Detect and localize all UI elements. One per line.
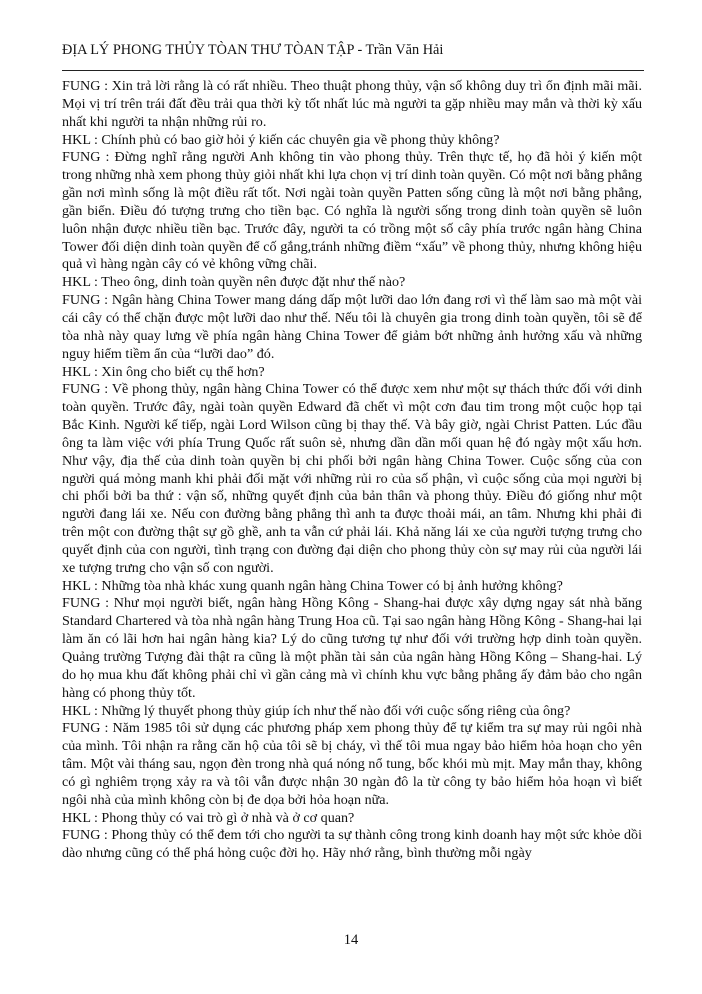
paragraph: HKL : Chính phủ có bao giờ hỏi ý kiến các chuyên gia về phong thủy không? (62, 131, 500, 148)
header-rule (62, 70, 644, 71)
paragraph: HKL : Những lý thuyết phong thủy giúp ích như thế nào đối với cuộc sống riêng của ông? (62, 702, 571, 719)
page-number: 14 (343, 932, 359, 948)
paragraph: HKL : Phong thủy có vai trò gì ở nhà và ở cơ quan? (62, 809, 355, 826)
paragraph: FUNG : Xin trả lời rằng là có rất nhiều. Theo thuật phong thủy, vận số không duy trì ổn định mãi mãi. Mọi vị trí trên trái đất đều trải qua thời kỳ tốt nhất lúc mà người ta gặp nhiều may mắn và thời kỳ xấu nhất khi người ta nhận những rủi ro. (62, 78, 642, 130)
page-body (62, 78, 642, 863)
paragraph: HKL : Xin ông cho biết cụ thể hơn? (62, 363, 265, 380)
paragraph: FUNG : Ngân hàng China Tower mang dáng dấp một lưỡi dao lớn đang rơi vì thế làm sao mà một vài cái cây có thể chặn được một lưỡi dao như thế. Nếu tôi là chuyên gia trong dinh toàn quyền, tôi sẽ để tòa nhà này quay lưng về phía ngân hàng China Tower để giảm bớt những ảnh hưởng xấu và những nguy hiểm tiềm ẩn của “lưỡi dao” đó. (62, 292, 642, 362)
paragraph: FUNG : Đừng nghĩ rằng người Anh không tin vào phong thủy. Trên thực tế, họ đã hỏi ý kiến một trong những nhà xem phong thủy giỏi nhất khi lựa chọn vị trí dinh toàn quyền. Có một nơi bằng phẳng gần nơi mình sống là một điều rất tốt. Nơi ngài toàn quyền Patten sống cũng là một nơi bằng phẳng, gần biển. Điều đó tượng trưng cho tiền bạc. Có nghĩa là người sống trong dinh toàn quyền sẽ luôn luôn nhận được nhiều tiền bạc. Trước đây, người ta có trồng một số cây phía trước ngân hàng China Tower đối diện dinh toàn quyền để cố gắng,tránh những điềm “xấu” về phong thủy, nhưng không hiệu quả vì hàng ngàn cây có vẻ không vững chãi. (62, 149, 642, 273)
running-header: ĐỊA LÝ PHONG THỦY TÒAN THƯ TÒAN TẬP - Trần Văn Hải (62, 42, 444, 58)
paragraph: FUNG : Như mọi người biết, ngân hàng Hồng Kông - Shang-hai được xây dựng ngay sát nhà băng Standard Chartered và tòa nhà ngân hàng Trung Hoa cũ. Tại sao ngân hàng Hồng Kông - Shang-hai lại làm ăn có lãi hơn hai ngân hàng kia? Lý do cũng tương tự như đối với trường hợp dinh toàn quyền. Quảng trường Tượng đài thật ra cũng là một phần tài sản của ngân hàng Hồng Kông – Shang-hai. Lý do họ mua khu đất không phải chỉ vì gần cảng mà vì chính khu vực bằng phẳng ấy đảm bảo cho ngân hàng có phong thủy tốt. (62, 595, 642, 701)
paragraph: HKL : Theo ông, dinh toàn quyền nên được đặt như thế nào? (62, 274, 406, 291)
paragraph: FUNG : Phong thủy có thể đem tới cho người ta sự thành công trong kinh doanh hay một sức khỏe dồi dào nhưng cũng có thể phá hỏng cuộc đời họ. Hãy nhớ rằng, bình thường mỗi ngày (62, 827, 642, 862)
paragraph: FUNG : Về phong thủy, ngân hàng China Tower có thể được xem như một sự thách thức đối với dinh toàn quyền. Trước đây, ngài toàn quyền Edward đã chết vì một cơn đau tim trong một cuộc họp tại Bắc Kinh. Người kế tiếp, ngài Lord Wilson cũng bị thay thế. Và bây giờ, ngài Christ Patten. Lúc đầu ông ta làm việc với phía Trung Quốc rất suôn sẻ, nhưng dần dần mối quan hệ đó ngày một xấu hơn. Như vậy, địa thế của dinh toàn quyền bị chi phối bởi ngân hàng China Tower. Cuộc sống của con người quá mỏng manh khi phải đối mặt với những rủi ro của số phận, vì cuộc sống của mọi người bị chi phối bởi ba thứ : vận số, những quyết định của bản thân và phong thủy. Điều đó giống như một người đang lái xe. Nếu con đường bằng phẳng thì anh ta được thoải mái, an tâm. Nhưng khi phải đi trên một con đường thật sự gồ ghề, anh ta vẫn cứ phải lái. Khả năng lái xe của người tượng trưng cho quyết định của con người, tình trạng con đường đại diện cho phong thủy còn sự may rủi của người lái xe tượng trưng cho vận số con người. (62, 381, 642, 576)
paragraph: HKL : Những tòa nhà khác xung quanh ngân hàng China Tower có bị ảnh hưởng không? (62, 577, 563, 594)
paragraph: FUNG : Năm 1985 tôi sử dụng các phương pháp xem phong thủy để tự kiểm tra sự may rủi ngôi nhà của mình. Tôi nhận ra rằng căn hộ của tôi sẽ bị cháy, vì thế tôi mua ngay bảo hiểm hỏa hoạn cho yên tâm. Một vài tháng sau, ngọn đèn trong nhà quá nóng nổ tung, bốc khói mù mịt. May mắn thay, không có gì nghiêm trọng xảy ra và tôi vẫn được nhận 30 ngàn đô la từ công ty bảo hiểm hỏa hoạn vì biết ngôi nhà của mình không còn bị đe dọa bởi hỏa hoạn nữa. (62, 720, 642, 808)
